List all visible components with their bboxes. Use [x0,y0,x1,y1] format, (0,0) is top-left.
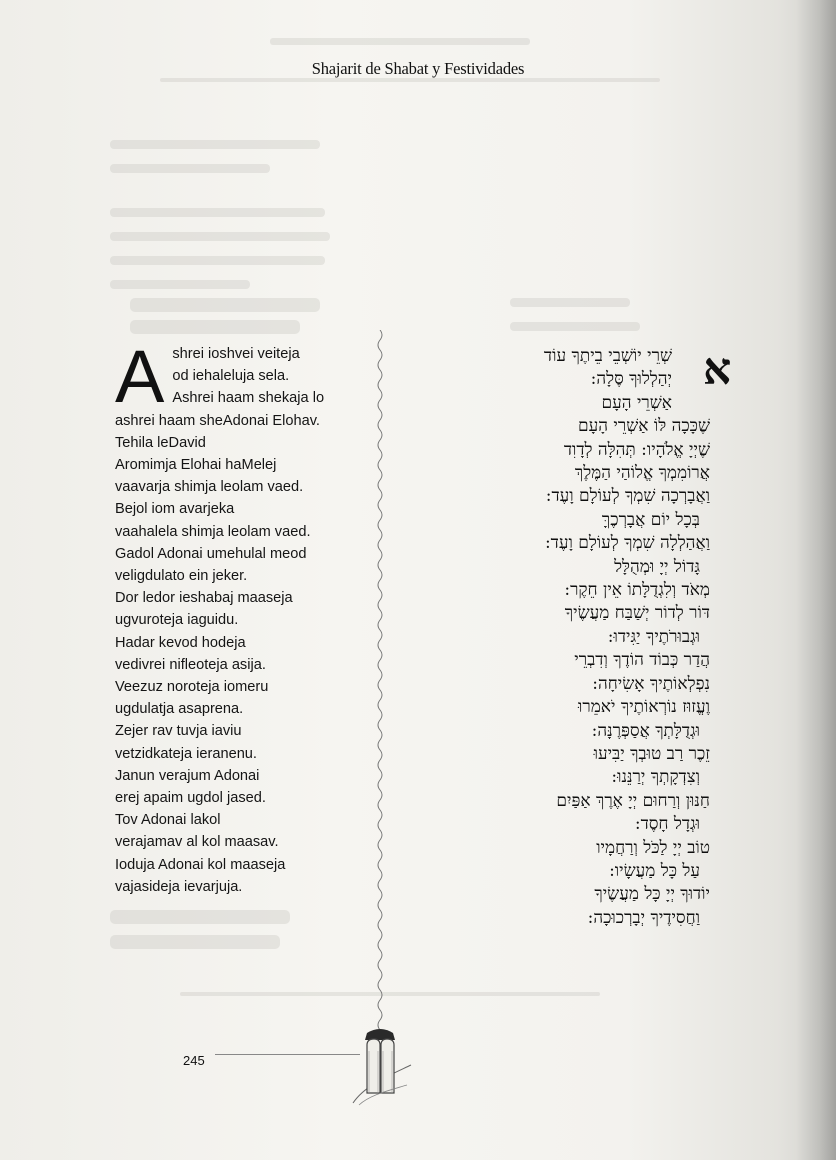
hebrew-line: וּגְדֻלָּתְךָ אֲסַפְּרֶנָּה: [591,720,700,741]
hebrew-line: שֶׁיְיָ אֱלֹהָיו: תְּהִלָּה לְדָוִד [563,439,710,460]
translit-line: Aromimja Elohai haMelej [115,457,277,474]
hebrew-line: טוֹב יְיָ לַכֹּל וְרַחֲמָיו [596,837,710,858]
page-number: 245 [183,1053,205,1068]
hebrew-line: בְּכָל יוֹם אֲבָרְכֶךָּ [601,509,700,530]
translit-line: ashrei haam sheAdonai Elohav. [115,412,320,429]
hebrew-column [440,345,710,930]
hebrew-line: גָּדוֹל יְיָ וּמְהֻלָּל [614,556,700,577]
hebrew-line: וּגְדָל חָסֶד: [634,814,700,835]
footer-rule [215,1054,360,1055]
hebrew-line: עַל כָּל מַעֲשָׂיו: [609,860,700,881]
hebrew-line: וַאֲהַלְלָה שִׁמְךָ לְעוֹלָם וָעֶד: [544,533,710,554]
hebrew-line: נִפְלְאוֹתֶיךָ אָשִׂיחָה: [592,673,710,694]
translit-line: Janun verajum Adonai [115,767,260,784]
translit-line: Hadar kevod hodeja [115,634,246,651]
tablets-ornament-icon [345,1015,415,1110]
translit-line: verajamav al kol maasav. [115,834,279,851]
translit-line: vaahalela shimja leolam vaed. [115,523,311,540]
hebrew-line: שְׁרֵי יוֹשְׁבֵי בֵיתֶךָ עוֹד [543,346,672,366]
translit-line: ugdulatja asaprena. [115,701,244,718]
hebrew-line: חַנּוּן וְרַחוּם יְיָ אֶרֶךְ אַפַּיִם [556,790,710,811]
translit-line: vajasideja ievarjuja. [115,878,243,895]
hebrew-line: וּגְבוּרֹתֶיךָ יַגִּידוּ: [607,626,700,647]
translit-line: Bejol iom avarjeka [115,501,235,518]
hebrew-line: וַחֲסִידֶיךָ יְבָרְכוּכָה: [587,907,700,928]
hebrew-line: אַשְׁרֵי הָעָם [601,392,672,413]
hebrew-line: מְאֹד וְלִגְדֻלָּתוֹ אֵין חֵקֶר: [564,580,710,601]
hebrew-line: זֵכֶר רַב טוּבְךָ יַבִּיעוּ [593,743,710,764]
translit-line: od iehaleluja sela. [172,368,290,385]
translit-line: Gadol Adonai umehulal meod [115,545,307,562]
drop-cap-initial: A [115,335,165,418]
page-edge-shadow [796,0,836,1160]
translit-line: veligdulato ein jeker. [115,568,248,585]
hebrew-line: יוֹדוּךָ יְיָ כָּל מַעֲשֶׂיךָ [594,884,710,905]
translit-line: erej apaim ugdol jased. [115,790,266,807]
hebrew-line: הֲדַר כְּבוֹד הוֹדֶךָ וְדִבְרֵי [574,650,710,671]
hebrew-line: שֶׁכָּכָה לּוֹ אַשְׁרֵי הָעָם [578,416,710,437]
transliteration-column [115,335,375,898]
wavy-column-divider [372,330,388,1030]
hebrew-line: אֲרוֹמִמְךָ אֱלוֹהַי הַמֶּלֶךְ [574,463,710,484]
translit-line: vaavarja shimja leolam vaed. [115,479,304,496]
translit-line: vetzidkateja ieranenu. [115,745,257,762]
hebrew-line: וְצִדְקָתְךָ יְרַנֵּנוּ: [611,767,700,788]
translit-line: vedivrei nifleoteja asija. [115,656,266,673]
hebrew-initial-letter: א [703,344,732,395]
translit-line: Ioduja Adonai kol maaseja [115,856,286,873]
translit-line: Dor ledor ieshabaj maaseja [115,590,293,607]
hebrew-line: דּוֹר לְדוֹר יְשַׁבַּח מַעֲשֶׂיךָ [564,603,710,624]
translit-line: Tehila leDavid [115,434,206,451]
translit-line: shrei ioshvei veiteja [172,346,300,362]
hebrew-line: וַאֲבָרְכָה שִׁמְךָ לְעוֹלָם וָעֶד: [545,486,710,507]
translit-line: Tov Adonai lakol [115,812,221,829]
translit-line: ugvuroteja iaguidu. [115,612,239,629]
translit-line: Zejer rav tuvja iaviu [115,723,242,740]
hebrew-line: וֶעֱזוּז נוֹרְאוֹתֶיךָ יֹאמֵרוּ [578,697,710,718]
translit-line: Veezuz noroteja iomeru [115,679,269,696]
translit-line: Ashrei haam shekaja lo [172,390,325,407]
running-header-title: Shajarit de Shabat y Festividades [311,59,525,78]
hebrew-line: יְהַלְלוּךָ סֶּלָה: [590,369,672,390]
